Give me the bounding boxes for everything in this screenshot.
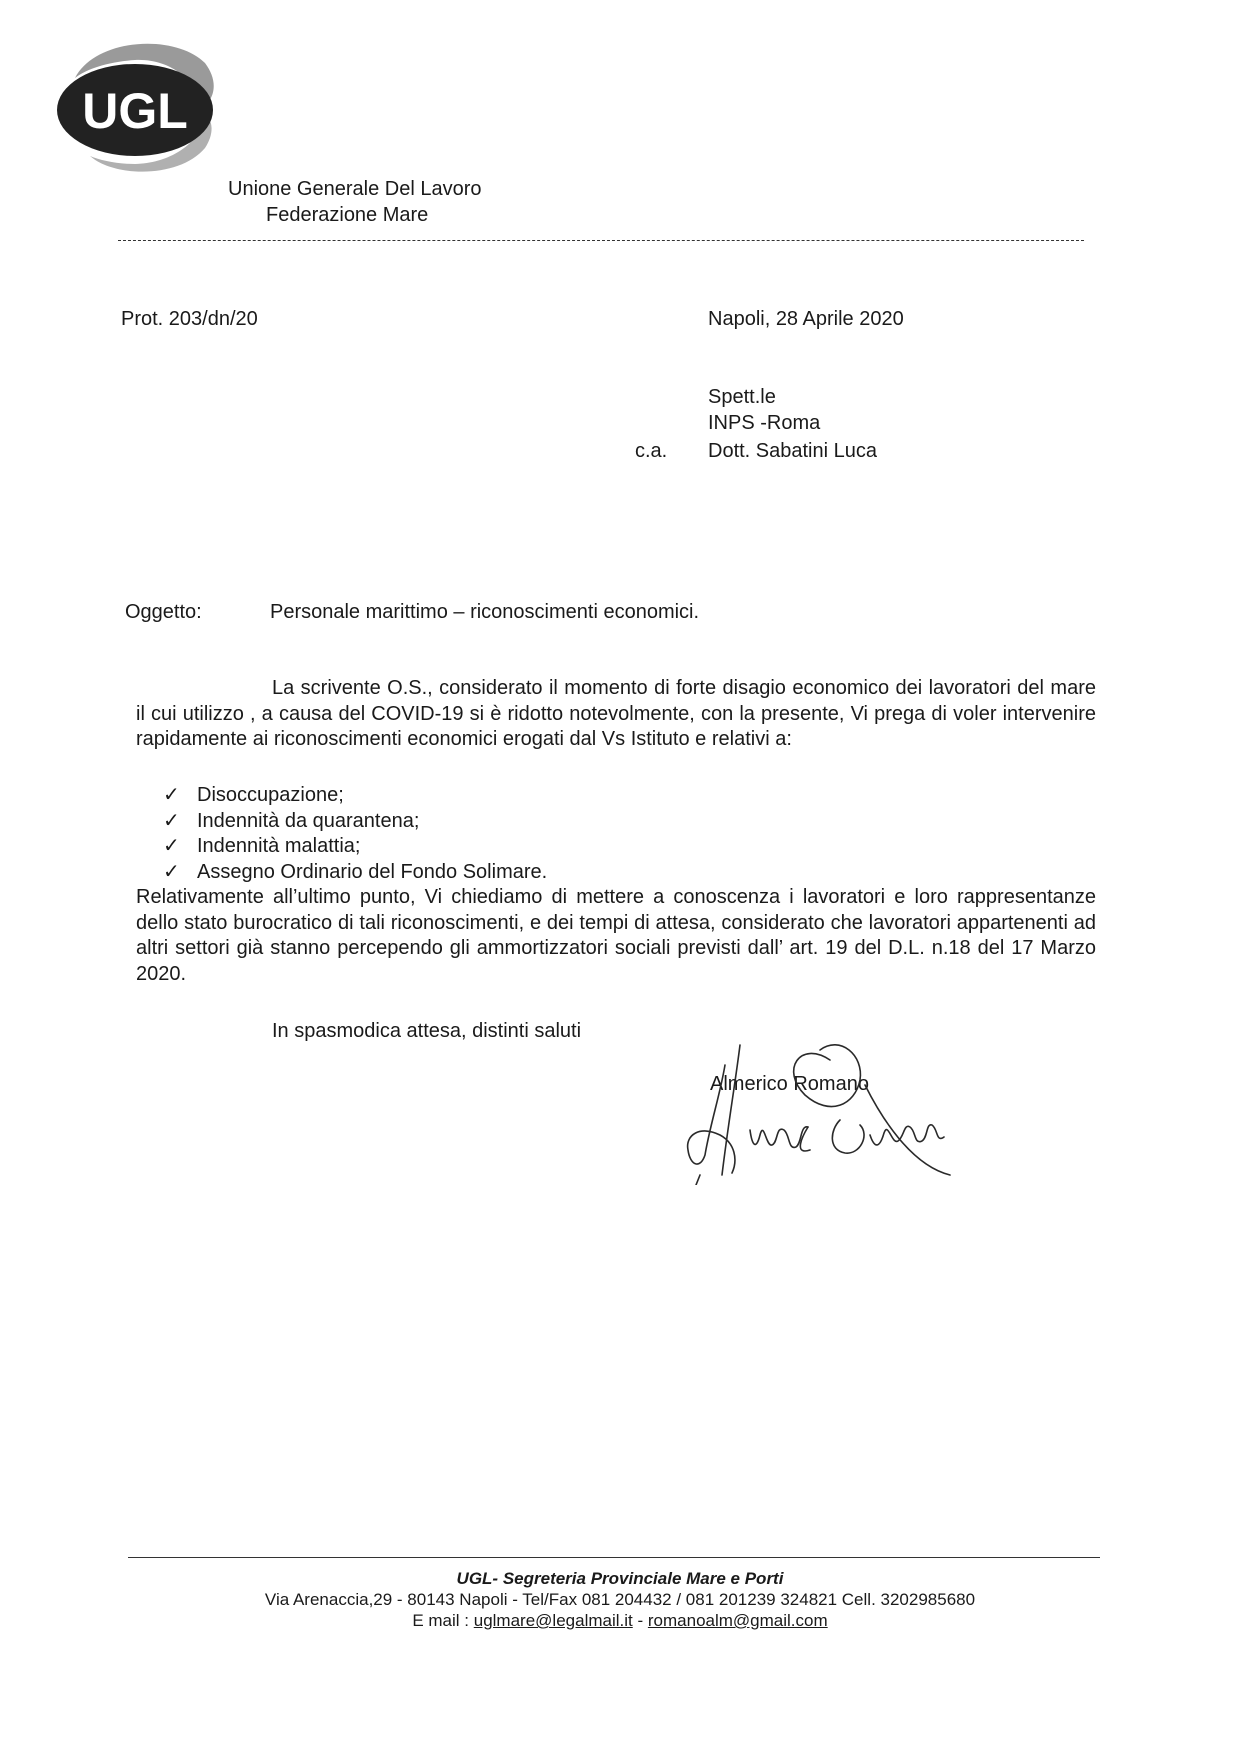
recipient-org: INPS -Roma [708, 412, 821, 434]
checkmark-icon: ✓ [163, 860, 180, 883]
list-item [163, 783, 547, 809]
checkmark-icon: ✓ [163, 809, 180, 832]
list-item [163, 860, 547, 886]
list-item [163, 834, 547, 860]
footer-divider [128, 1557, 1100, 1558]
checkmark-icon: ✓ [163, 835, 180, 857]
list-item-label: Disoccupazione; [197, 784, 344, 806]
logo-text: UGL [82, 83, 188, 139]
body-paragraph-2: Relativamente all’ultimo punto, Vi chiediamo di mettere a conoscenza i lavoratori e loro rappresentanze dello stato burocratico di tali riconoscimenti, e dei tempi di attesa, considerato che lavoratori appartenenti ad altri settori già stanno percependo gli ammortizzatori sociali previsti dall’ art. 19 del D.L. n.18 del 17 Marzo 2020. [136, 886, 1096, 985]
email-label: E mail : [412, 1611, 470, 1630]
ugl-logo [55, 38, 220, 178]
recipient-ca-label: c.a. [635, 440, 668, 462]
closing-line: In spasmodica attesa, distinti saluti [272, 1020, 582, 1042]
footer [130, 1568, 1110, 1631]
protocol-number: Prot. 203/dn/20 [121, 308, 258, 330]
org-federation: Federazione Mare [266, 204, 429, 226]
list-item [163, 809, 547, 835]
subject-text: Personale marittimo – riconoscimenti economici. [270, 601, 700, 623]
footer-address: Via Arenaccia,29 - 80143 Napoli - Tel/Fax 081 204432 / 081 201239 324821 Cell. 3202985680 [264, 1590, 976, 1609]
list-item-label: Assegno Ordinario del Fondo Solimare. [197, 860, 548, 883]
header-divider [118, 240, 1084, 241]
email-separator: - [637, 1611, 644, 1630]
body-paragraph-1 [136, 676, 1096, 753]
recipient-person: Dott. Sabatini Luca [708, 440, 877, 462]
list-item-label: Indennità malattia; [197, 835, 361, 857]
checkmark-icon: ✓ [163, 784, 180, 806]
checklist [163, 783, 547, 885]
recipient-salutation: Spett.le [708, 386, 776, 408]
email-link-romano[interactable]: romanoalm@gmail.com [647, 1611, 828, 1630]
email-link-uglmare[interactable]: uglmare@legalmail.it [473, 1611, 633, 1630]
handwritten-signature [680, 1025, 960, 1185]
place-date: Napoli, 28 Aprile 2020 [708, 308, 904, 330]
list-item-label: Indennità da quarantena; [197, 809, 420, 832]
body-paragraph-1-text: La scrivente O.S., considerato il momento di forte disagio economico dei lavoratori del mare il cui utilizzo , a causa del COVID-19 si è ridotto notevolmente, con la presente, Vi prega di voler intervenire rapidamente ai riconoscimenti economici erogati dal Vs Istituto e relativi a: [136, 677, 1096, 750]
org-name: Unione Generale Del Lavoro [228, 178, 482, 200]
subject-label: Oggetto: [125, 601, 202, 623]
footer-title: UGL- Segreteria Provinciale Mare e Porti [456, 1569, 784, 1588]
footer-contacts [130, 1610, 1110, 1631]
signatory-name: Almerico Romano [710, 1073, 869, 1095]
